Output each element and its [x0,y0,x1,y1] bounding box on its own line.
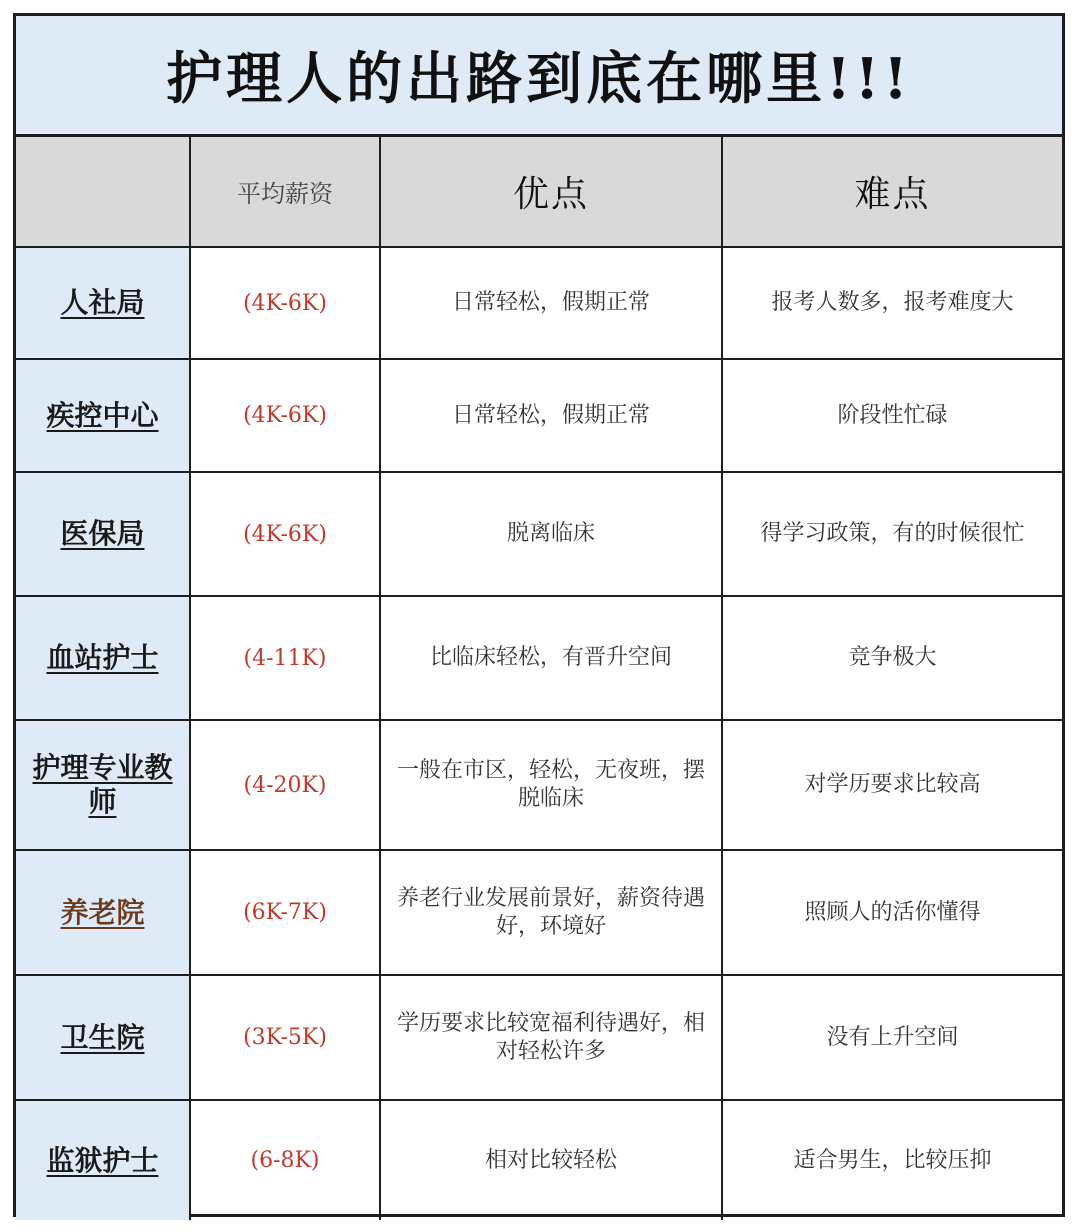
row-cons: 报考人数多，报考难度大 [722,247,1062,359]
row-cons: 阶段性忙碌 [722,359,1062,472]
row-pros: 比临床轻松，有晋升空间 [380,596,722,720]
header-salary: 平均薪资 [190,137,380,247]
career-table [16,137,1062,1220]
row-name: 血站护士 [16,596,190,720]
header-cons: 难点 [722,137,1062,247]
header-blank-cell [16,137,190,247]
table-row [16,359,1062,472]
row-salary: (4K-6K) [190,247,380,359]
row-cons: 适合男生，比较压抑 [722,1100,1062,1220]
row-name: 疾控中心 [16,359,190,472]
row-cons: 得学习政策，有的时候很忙 [722,472,1062,596]
row-name: 护理专业教师 [16,720,190,850]
row-pros: 日常轻松，假期正常 [380,359,722,472]
row-pros: 脱离临床 [380,472,722,596]
table-row [16,247,1062,359]
row-cons: 照顾人的活你懂得 [722,850,1062,975]
row-pros: 一般在市区，轻松，无夜班，摆脱临床 [380,720,722,850]
row-salary: (4K-6K) [190,359,380,472]
table-row [16,472,1062,596]
row-name: 养老院 [16,850,190,975]
page-title: 护理人的出路到底在哪里!!! [16,16,1062,137]
row-name: 人社局 [16,247,190,359]
table-row [16,720,1062,850]
row-salary: (3K-5K) [190,975,380,1100]
header-pros: 优点 [380,137,722,247]
row-salary: (4-11K) [190,596,380,720]
table-header-row [16,137,1062,247]
row-pros: 相对比较轻松 [380,1100,722,1220]
row-pros: 日常轻松，假期正常 [380,247,722,359]
row-salary: (4K-6K) [190,472,380,596]
row-cons: 对学历要求比较高 [722,720,1062,850]
table-row [16,596,1062,720]
row-pros: 养老行业发展前景好，薪资待遇好，环境好 [380,850,722,975]
table-row [16,1100,1062,1220]
row-cons: 没有上升空间 [722,975,1062,1100]
row-salary: (6-8K) [190,1100,380,1220]
row-name: 卫生院 [16,975,190,1100]
row-salary: (6K-7K) [190,850,380,975]
row-name: 医保局 [16,472,190,596]
row-pros: 学历要求比较宽福利待遇好，相对轻松许多 [380,975,722,1100]
row-salary: (4-20K) [190,720,380,850]
row-name: 监狱护士 [16,1100,190,1220]
table-row [16,850,1062,975]
row-cons: 竞争极大 [722,596,1062,720]
table-row [16,975,1062,1100]
career-table-sheet [13,13,1065,1217]
